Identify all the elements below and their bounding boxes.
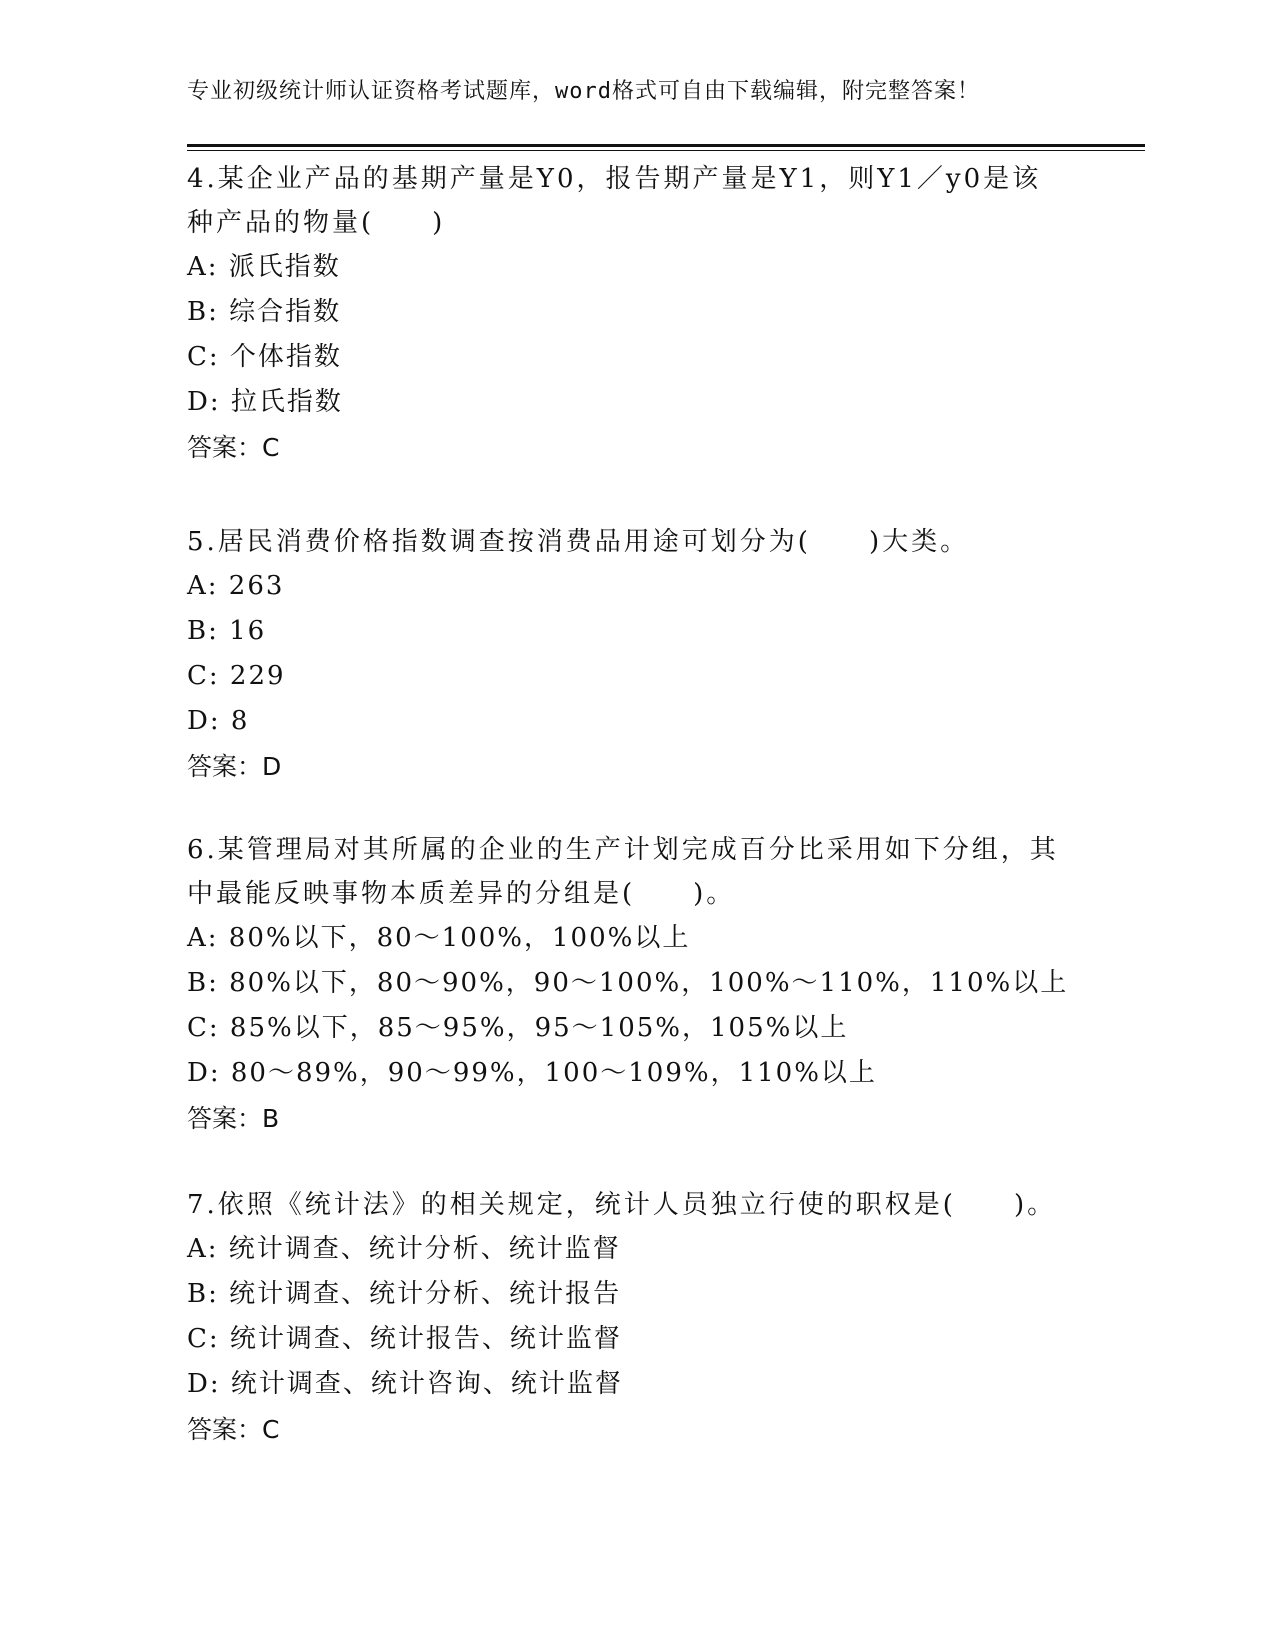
question-stem: 5.居民消费价格指数调查按消费品用途可划分为( )大类。: [187, 527, 970, 557]
question-stem: 4.某企业产品的基期产量是Y0，报告期产量是Y1，则Y1／y0是该种产品的物量( ): [187, 164, 1042, 238]
question-6: [187, 828, 1067, 1141]
question-stem: 7.依照《统计法》的相关规定，统计人员独立行使的职权是( )。: [187, 1190, 1057, 1220]
option-a: A: 263: [187, 571, 285, 601]
option-b: B: 综合指数: [187, 297, 342, 327]
question-5: [187, 520, 1067, 789]
header-divider-thick: [187, 144, 1145, 147]
option-b: B: 16: [187, 616, 267, 646]
option-c: C: 个体指数: [187, 342, 342, 372]
option-a: A: 派氏指数: [187, 252, 341, 282]
option-a: A: 80%以下，80～100%，100%以上: [187, 923, 691, 953]
option-b: B: 80%以下，80～90%，90～100%，100%～110%，110%以上: [187, 968, 1069, 998]
option-c: C: 229: [187, 661, 286, 691]
page-header: 专业初级统计师认证资格考试题库，word格式可自由下载编辑，附完整答案！: [187, 79, 980, 104]
answer: 答案：B: [187, 1104, 280, 1133]
option-d: D: 拉氏指数: [187, 387, 343, 417]
question-stem: 6.某管理局对其所属的企业的生产计划完成百分比采用如下分组，其中最能反映事物本质差异的分组是( )。: [187, 835, 1059, 909]
option-d: D: 统计调查、统计咨询、统计监督: [187, 1369, 623, 1399]
option-c: C: 统计调查、统计报告、统计监督: [187, 1324, 622, 1354]
option-d: D: 8: [187, 706, 250, 736]
answer: 答案：C: [187, 1415, 280, 1444]
answer: 答案：C: [187, 433, 280, 462]
header-divider-thin: [187, 150, 1145, 151]
answer: 答案：D: [187, 752, 282, 781]
option-d: D: 80～89%，90～99%，100～109%，110%以上: [187, 1058, 877, 1088]
option-c: C: 85%以下，85～95%，95～105%，105%以上: [187, 1013, 849, 1043]
option-a: A: 统计调查、统计分析、统计监督: [187, 1234, 621, 1264]
question-4: [187, 157, 1067, 470]
option-b: B: 统计调查、统计分析、统计报告: [187, 1279, 622, 1309]
question-7: [187, 1183, 1067, 1452]
